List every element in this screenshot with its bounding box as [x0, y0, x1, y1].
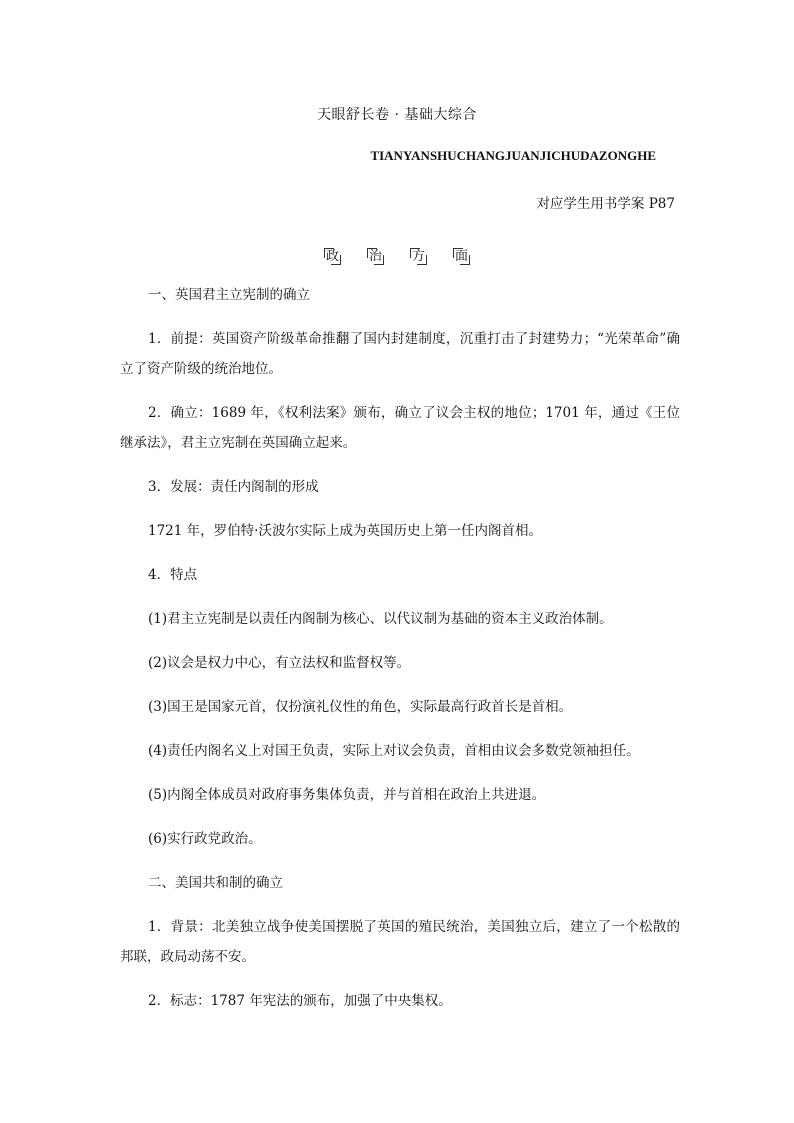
- list-item: (6)实行政党政治。: [148, 831, 262, 847]
- reference-note: 对应学生用书学案 P87: [536, 196, 675, 212]
- list-item: (3)国王是国家元首，仅扮演礼仪性的角色，实际最高行政首长是首相。: [148, 699, 573, 715]
- list-item: (1)君主立宪制是以责任内阁制为核心、以代议制为基础的资本主义政治体制。: [148, 611, 613, 627]
- body-text: [120, 280, 680, 1016]
- list-item: (5)内阁全体成员对政府事务集体负责，并与首相在政治上共进退。: [148, 787, 546, 803]
- paragraph: 1．背景：北美独立战争使美国摆脱了英国的殖民统治，美国独立后，建立了一个松散的邦联，政局动荡不安。: [120, 919, 680, 965]
- header-title-pinyin: TIANYANSHUCHANGJUANJICHUDAZONGHE: [370, 148, 656, 163]
- heading-char: 方: [411, 249, 425, 264]
- section-title: 二、美国共和制的确立: [148, 875, 283, 891]
- section-title: 一、英国君主立宪制的确立: [148, 287, 310, 303]
- heading-char: 政: [325, 249, 339, 264]
- paragraph: 1721 年，罗伯特·沃波尔实际上成为英国历史上第一任内阁首相。: [148, 523, 542, 539]
- list-item: (2)议会是权力中心，有立法权和监督权等。: [148, 655, 411, 671]
- heading-char: 面: [454, 249, 468, 264]
- paragraph: 2．标志：1787 年宪法的颁布，加强了中央集权。: [148, 993, 452, 1009]
- paragraph: 3．发展：责任内阁制的形成: [148, 479, 319, 495]
- header-title: 天眼舒长卷 · 基础大综合: [317, 107, 477, 123]
- paragraph: 2．确立：1689 年，《权利法案》颁布，确立了议会主权的地位；1701 年，通过《王位继承法》，君主立宪制在英国确立起来。: [120, 405, 680, 451]
- section-heading: [0, 248, 794, 265]
- paragraph: 4．特点: [148, 567, 198, 583]
- list-item: (4)责任内阁名义上对国王负责，实际上对议会负责，首相由议会多数党领袖担任。: [148, 743, 640, 759]
- heading-char: 治: [368, 249, 382, 264]
- paragraph: 1．前提：英国资产阶级革命推翻了国内封建制度，沉重打击了封建势力；“光荣革命”确立了资产阶级的统治地位。: [120, 331, 680, 377]
